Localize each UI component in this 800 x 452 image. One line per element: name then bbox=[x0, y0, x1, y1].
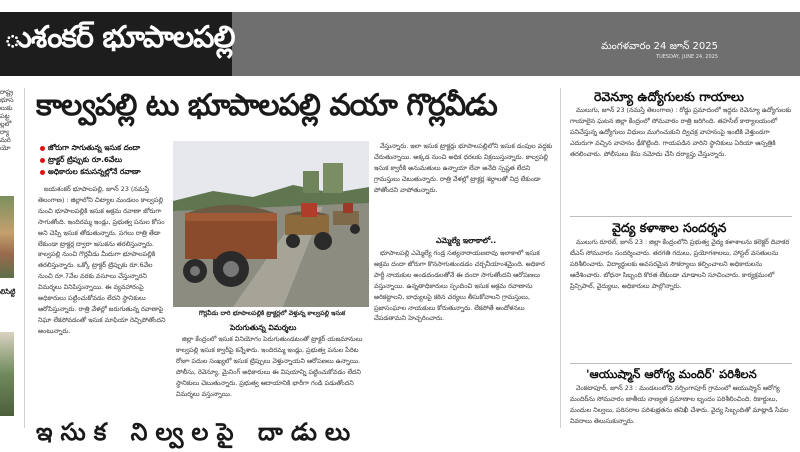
left-column-line: యో bbox=[0, 144, 11, 152]
left-column-line: మరి bbox=[0, 136, 11, 144]
next-headline-text: ఇసుక నిల్వలపై దాడులు bbox=[36, 418, 359, 446]
story-column-3 bbox=[374, 141, 556, 233]
story-1-heading: రెవెన్యూ ఉద్యోగులకు గాయాలు bbox=[594, 89, 745, 104]
story-2-heading: వైద్య కళాశాల సందర్శన bbox=[612, 220, 727, 235]
story-paragraph: ములుగు, జూన్ 23 (నమస్తే తెలంగాణ) : రోడ్డు ప్రమాదంలో ఇద్దరు రెవెన్యూ ఉద్యోగులకు గాయాలైన ఘటన జిల్లా కేంద్రంలో సోమవారం రాత్రి జరిగింది. తహసీల్ కార్యాలయంలో పనిచేస్తున్న ఉద్యోగులు విధులు ముగించుకుని ద్విచక్ర వాహనంపై ఇంటికి వెళ్తుండగా ఎదురుగా వచ్చిన వాహనం ఢీకొట్టింది. గాయపడిన వారిని స్థానికులు ఏరియా ఆస్పత్రికి తరలించారు. పోలీసులు కేసు నమోదు చేసి దర్యాప్తు చేస్తున్నారు. bbox=[570, 106, 792, 158]
left-column-bold-text: లిసిట్టి bbox=[0, 288, 16, 296]
story-paragraph: జిల్లా కేంద్రంలో ఇసుక వినియోగం పెరుగుతుండటంతో ట్రాక్టర్ యజమానులు కాల్వపల్లి ఇసుక క్వారీపై కన్నేశారు. ఇందిరమ్మ ఇండ్లు, ప్రభుత్వ పనుల పేరిట రోజూ పదుల సంఖ్యలో ఇసుక ట్రిప్పులు వెళ్తున్నాయని ఆరోపణలు ఉన్నాయి. పోలీసు, రెవెన్యూ, మైనింగ్ అధికారులు ఈ విషయాన్ని పట్టించుకోవడం లేదని స్థానికులు చెబుతున్నారు. ప్రభుత్వ ఆదాయానికి భారీగా గండి పడుతోందని విమర్శలు వస్తున్నాయి. bbox=[176, 335, 363, 398]
bullet-item bbox=[40, 154, 172, 166]
story-paragraph: ములుగు రూరల్, జూన్ 23 : జిల్లా కేంద్రంలోని ప్రభుత్వ వైద్య కళాశాలను కలెక్టర్ దివాకర టీఎస్ సోమవారం సందర్శించారు. తరగతి గదులు, ప్రయోగశాలలు, హాస్టల్ వసతులను పరిశీలించారు. విద్యార్థులకు అవసరమైన సౌకర్యాలు కల్పించాలని అధికారులను ఆదేశించారు. బోధనా సిబ్బంది కొరత లేకుండా చూడాలని సూచించారు. కార్యక్రమంలో ప్రిన్సిపాల్, వైద్యులు, అధికారులు పాల్గొన్నారు. bbox=[570, 238, 790, 290]
column-divider bbox=[560, 88, 561, 428]
story-paragraph: జయశంకర్ భూపాలపల్లి, జూన్ 23 (నమస్తే తెలంగాణ) : జిల్లాలోని చిట్యాల మండలం కాల్వపల్లి నుంచి భూపాలపల్లికి ఇసుక అక్రమ రవాణా జోరుగా సాగుతోంది. ఇందిరమ్మ ఇండ్లు, ప్రభుత్వ పనుల కోసం అని చెప్పి ఇసుక తోడుతున్నారు. పగలు రాత్రి తేడా లేకుండా ట్రాక్టర్ల ద్వారా ఇసుకను తరలిస్తున్నారు. కాల్వపల్లి నుంచి గొర్లవీడు మీదుగా భూపాలపల్లికి తరలిస్తున్నారు. ఒక్కో ట్రాక్టర్ ట్రిప్పుకు రూ.6వేల నుంచి రూ.7వేల వరకు వసూలు చేస్తున్నారని విమర్శలు వినిపిస్తున్నాయి. ఈ వ్యవహారంపై అధికారులు పట్టించుకోవడం లేదని స్థానికులు ఆరోపిస్తున్నారు. రాత్రి వేళల్లో జరుగుతున్న రవాణాపై నిఘా లేకపోవడంతో ఇసుక మాఫియా రెచ్చిపోతోందని అంటున్నారు. bbox=[38, 185, 166, 335]
photo-caption: గొర్లవీడు దారి భూపాలపల్లికి ట్రాక్టర్లలో వెళ్తున్న కాల్వపల్లి ఇసుక bbox=[198, 310, 346, 317]
mid-subheading: పెరుగుతున్న విమర్శలు bbox=[230, 323, 297, 332]
story-column-2 bbox=[176, 334, 368, 418]
bullet-item bbox=[40, 142, 172, 154]
left-column-line: పట్ట bbox=[0, 112, 10, 120]
left-photo-fragment-2 bbox=[0, 332, 14, 416]
left-column-line: రాష్ట్ర bbox=[0, 88, 14, 96]
masthead-date: మంగళవారం 24 జూన్ 2025 bbox=[601, 41, 718, 52]
bullet-dot-icon bbox=[40, 158, 45, 163]
story-separator bbox=[570, 216, 792, 217]
story-1-text bbox=[570, 105, 792, 213]
story-3-heading: 'ఆయుష్మాన్ ఆరోగ్య మందిర్' పరిశీలన bbox=[586, 367, 757, 381]
bullet-text: ట్రాక్టర్ ట్రిప్పుకు రూ.6వేలు bbox=[48, 155, 123, 164]
story-paragraph: వెంకటాపూర్, జూన్ 23 : మండలంలోని నర్సింగాపూర్ గ్రామంలో ఆయుష్మాన్ ఆరోగ్య మందిర్‌ను సోమవారం జాతీయ నాణ్యత ప్రమాణాల బృందం పరిశీలించింది. రికార్డులు, మందుల నిల్వలు, పరిసరాల పరిశుభ్రతను తనిఖీ చేశారు. వైద్య సిబ్బందితో మాట్లాడి సేవల వివరాలు తెలుసుకున్నారు. bbox=[570, 384, 789, 425]
page-title: ుశంకర్ భూపాలపల్లి bbox=[4, 20, 235, 55]
headline-bullets bbox=[40, 142, 172, 178]
story-column-1 bbox=[38, 184, 168, 416]
left-column-line: భూస bbox=[0, 96, 14, 104]
news-photo bbox=[173, 141, 369, 307]
left-column-line: లుకు bbox=[0, 104, 13, 112]
main-headline: కాల్వపల్లి టు భూపాలపల్లి వయా గొర్లవీడు bbox=[36, 88, 497, 123]
story-separator bbox=[570, 363, 792, 364]
story-paragraph: భూపాలపల్లి ఎమ్మెల్యే గండ్ర సత్యనారాయణరావు ఇలాకాలో ఇసుక అక్రమ దందా జోరుగా కొనసాగుతుండడం చర్చనీయాంశమైంది. అధికార పార్టీ నాయకుల అండదండలతోనే ఈ దందా సాగుతోందని ఆరోపణలు వస్తున్నాయి. ఉన్నతాధికారులు స్పందించి ఇసుక అక్రమ రవాణాను అరికట్టాలని, బాధ్యులపై కఠిన చర్యలు తీసుకోవాలని గ్రామస్తులు, ప్రజాసంఘాల నాయకులు కోరుతున్నారు. లేకపోతే ఆందోళనలు చేపడతామని హెచ్చరించారు. bbox=[374, 249, 545, 323]
story-3-text bbox=[570, 383, 792, 425]
masthead-date-english: TUESDAY, JUNE 24, 2025 bbox=[656, 54, 718, 60]
story-2-text bbox=[570, 237, 792, 361]
next-headline-fragment bbox=[36, 418, 556, 446]
story-column-3-continued bbox=[374, 248, 556, 416]
column-3-subheading: ఎమ్మెల్యే ఇలాకాలో.. bbox=[436, 236, 497, 245]
bullet-dot-icon bbox=[40, 170, 45, 175]
bullet-text: అధికారుల కనుసన్నల్లోనే రవాణా bbox=[48, 167, 141, 176]
left-column-line: ర్యా bbox=[0, 128, 10, 136]
left-column-line: ల్లలో bbox=[0, 120, 12, 128]
bullet-dot-icon bbox=[40, 146, 45, 151]
tractor-photo-illustration bbox=[173, 141, 369, 307]
left-photo-fragment bbox=[0, 196, 14, 278]
column-divider bbox=[24, 88, 25, 428]
bullet-text: జోరుగా సాగుతున్న ఇసుక దందా bbox=[48, 143, 141, 152]
story-paragraph: వేస్తున్నారు. ఇలా ఇసుక ట్రాక్టర్లు భూపాలపల్లిలోని ఇసుక డంపుల వద్దకు చేరుతున్నాయి. అక్కడ నుంచి అధిక ధరలకు విక్రయిస్తున్నారు. కాల్వపల్లి ఇసుక క్వారీకి అనుమతులు ఉన్నాయా లేవా అనేది స్పష్టత లేదని గ్రామస్తులు చెబుతున్నారు. రాత్రి వేళల్లో ట్రాక్టర్ల శబ్దాలతో నిద్ర లేకుండా పోతోందని వాపోతున్నారు. bbox=[374, 142, 553, 194]
bullet-item bbox=[40, 166, 172, 178]
